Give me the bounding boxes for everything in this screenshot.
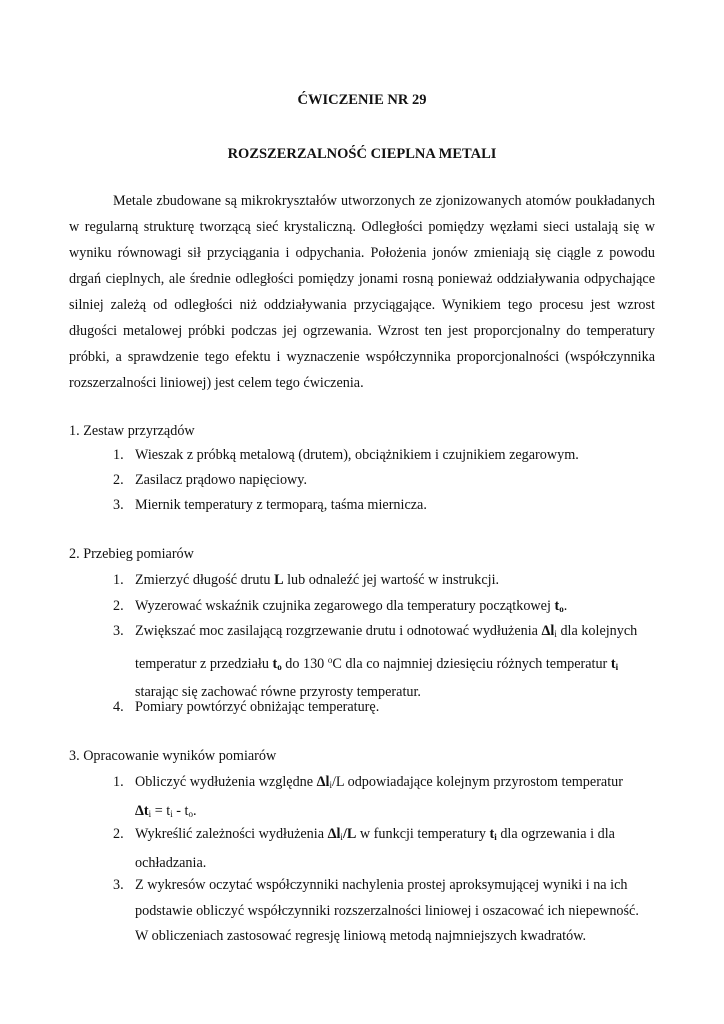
- item-text: Zasilacz prądowo napięciowy.: [135, 472, 308, 488]
- item-number: 1.: [113, 774, 124, 790]
- item-text: Zwiększać moc zasilającą rozgrzewanie drutu i odnotować wydłużenia $\Delta l_i$ dla kolejnych temperatur z przedziału $t_o$ do 130 $^o$C dla co najmniej dziesięciu różnych temperatur $t_i$ starając się zachować równe przyrosty temperatur.: [135, 623, 638, 700]
- item-text: Wyzerować wskaźnik czujnika zegarowego dla temperatury początkowej $t_o$.: [135, 598, 568, 614]
- item-text: Obliczyć wydłużenia względne $\Delta l_i/L$ odpowiadające kolejnym przyrostom temperatur $\Delta t_i = t_i - t_o$.: [135, 774, 623, 819]
- section-1-heading: 1. Zestaw przyrządów: [69, 423, 195, 439]
- item-number: 3.: [113, 623, 124, 639]
- section-2-heading: 2. Przebieg pomiarów: [69, 546, 194, 562]
- item-number: 2.: [113, 826, 124, 842]
- item-number: 2.: [113, 472, 124, 488]
- item-text: Miernik temperatury z termoparą, taśma miernicza.: [135, 497, 427, 513]
- exercise-subtitle: ROZSZERZALNOŚĆ CIEPLNA METALI: [227, 146, 497, 162]
- item-text: Pomiary powtórzyć obniżając temperaturę.: [135, 699, 380, 715]
- item-number: 4.: [113, 699, 124, 715]
- item-text: Zmierzyć długość drutu L lub odnaleźć jej wartość w instrukcji.: [135, 572, 500, 588]
- item-number: 3.: [113, 877, 124, 893]
- item-number: 2.: [113, 598, 124, 614]
- item-text: Wieszak z próbką metalową (drutem), obciążnikiem i czujnikiem zegarowym.: [135, 447, 579, 463]
- intro-paragraph: Metale zbudowane są mikrokryształów utworzonych ze zjonizowanych atomów poukładanych w regularną strukturę tworzącą sieć krystaliczną. Odległości pomiędzy węzłami sieci ustalają się w wyniku równowagi sił przyciągania i odpychania. Położenia jonów zmieniają się ciągle z powodu drgań cieplnych, ale średnie odległości pomiędzy jonami rosną ponieważ oddziaływania odpychające silniej zależą od odległości niż oddziaływania przyciągające. Wynikiem tego procesu jest wzrost długości metalowej próbki podczas jej ogrzewania. Wzrost ten jest proporcjonalny do temperatury próbki, a sprawdzenie tego efektu i wyznaczenie współczynnika proporcjonalności (współczynnika rozszerzalności liniowej) jest celem tego ćwiczenia.: [69, 193, 655, 391]
- section-3-heading: 3. Opracowanie wyników pomiarów: [69, 748, 277, 764]
- item-number: 1.: [113, 447, 124, 463]
- item-number: 1.: [113, 572, 124, 588]
- exercise-title: ĆWICZENIE NR 29: [297, 92, 427, 108]
- item-text: Wykreślić zależności wydłużenia $\Delta l_i/L$ w funkcji temperatury $t_i$ dla ogrzewania i dla ochładzania.: [135, 826, 615, 871]
- item-text: Z wykresów oczytać współczynniki nachylenia prostej aproksymującej wyniki i na ich podstawie obliczyć współczynniki rozszerzalności liniowej i oszacować ich niepewność. W obliczeniach zastosować regresję liniową metodą najmniejszych kwadratów.: [135, 877, 639, 944]
- item-number: 3.: [113, 497, 124, 513]
